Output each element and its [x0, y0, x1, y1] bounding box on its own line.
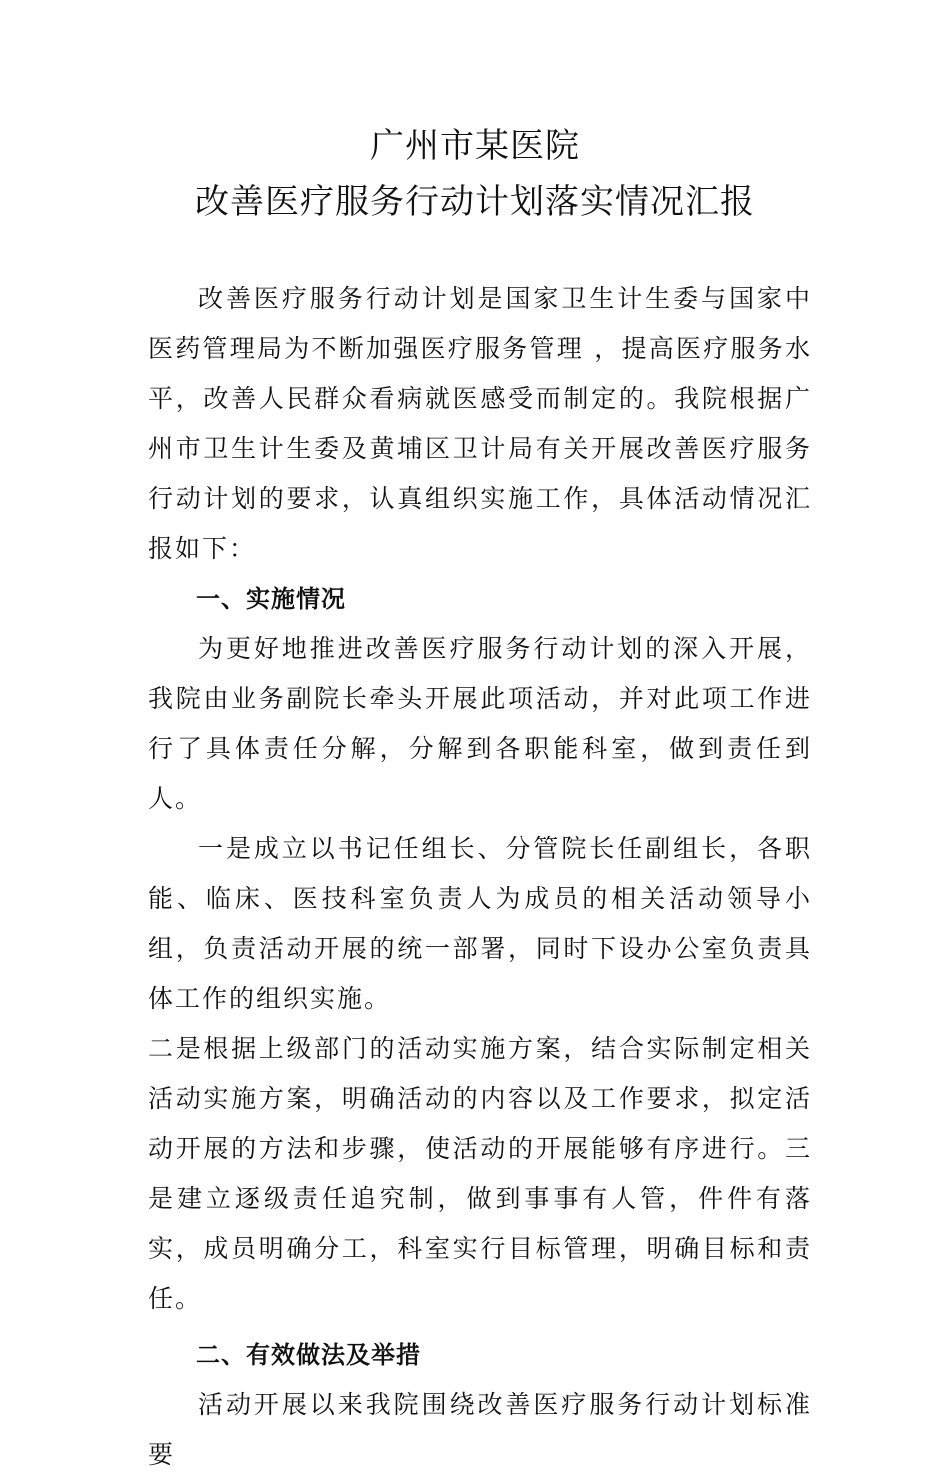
effective-practices-paragraph: 活动开展以来我院围绕改善医疗服务行动计划标准要 [148, 1390, 812, 1469]
section-heading-effective-practices: 二、有效做法及举措 [196, 1341, 421, 1369]
title-hospital-name: 广州市某医院 [370, 126, 580, 166]
intro-paragraph: 改善医疗服务行动计划是国家卫生计生委与国家中医药管理局为不断加强医疗服务管理 ，提高医疗服务水平，改善人民群众看病就医感受而制定的。我院根据广州市卫生计生委及黄埔区卫计局有关开展改善医疗服务行动计划的要求，认真组织实施工作，具体活动情况汇报如下： [148, 284, 812, 563]
implementation-paragraph: 为更好地推进改善医疗服务行动计划的深入开展，我院由业务副院长牵头开展此项活动，并对此项工作进行了具体责任分解，分解到各职能科室，做到责任到人。 [148, 634, 812, 813]
section-heading-implementation: 一、实施情况 [196, 585, 346, 613]
measures-paragraph-second: 二是根据上级部门的活动实施方案，结合实际制定相关活动实施方案，明确活动的内容以及工作要求，拟定活动开展的方法和步骤，使活动的开展能够有序进行。三是建立逐级责任追究制，做到事事有人管，件件有落实，成员明确分工，科室实行目标管理，明确目标和责任。 [148, 1034, 812, 1313]
title-report-name: 改善医疗服务行动计划落实情况汇报 [195, 182, 755, 222]
document-body [148, 274, 812, 1480]
document-title [0, 118, 950, 230]
measures-paragraph-first: 一是成立以书记任组长、分管院长任副组长，各职能、临床、医技科室负责人为成员的相关活动领导小组，负责活动开展的统一部署，同时下设办公室负责具体工作的组织实施。 [148, 834, 812, 1013]
